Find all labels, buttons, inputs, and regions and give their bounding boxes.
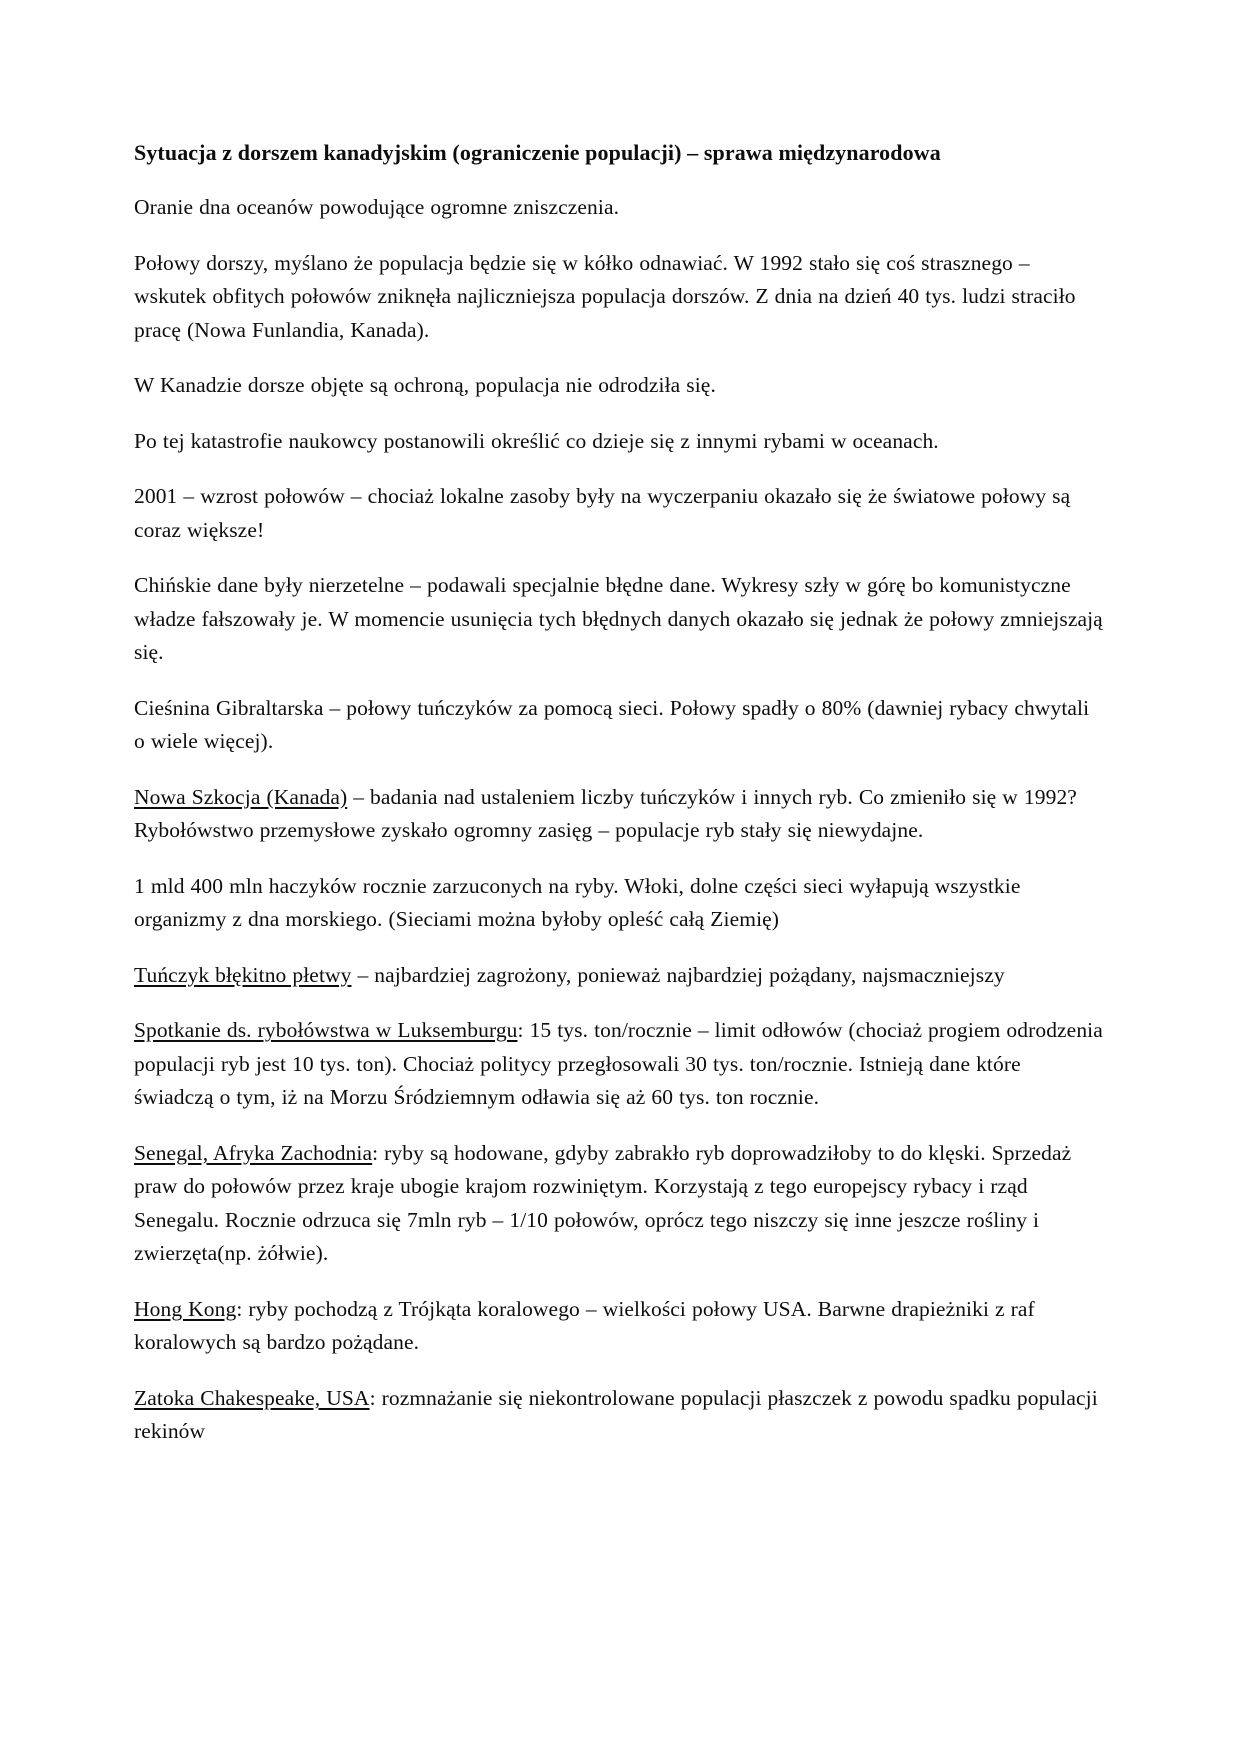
paragraph-lead: Senegal, Afryka Zachodnia	[134, 1140, 373, 1165]
paragraph	[134, 369, 1106, 403]
paragraph-text: – najbardziej zagrożony, ponieważ najbardziej pożądany, najsmaczniejszy	[351, 962, 1005, 987]
paragraph-text: Oranie dna oceanów powodujące ogromne zniszczenia.	[134, 195, 620, 219]
paragraph-lead: Tuńczyk błękitno płetwy	[134, 962, 352, 987]
document-body	[134, 191, 1106, 1449]
paragraph	[134, 692, 1106, 759]
paragraph	[134, 191, 1106, 225]
paragraph-lead: Hong Kong	[134, 1296, 237, 1321]
paragraph	[134, 480, 1106, 547]
paragraph-text: : rozmnażanie się niekontrolowane populacji płaszczek z powodu spadku populacji rekinów	[134, 1385, 1098, 1443]
paragraph	[134, 1014, 1106, 1115]
paragraph	[134, 569, 1106, 670]
paragraph	[134, 425, 1106, 459]
paragraph-text: Chińskie dane były nierzetelne – podawali specjalnie błędne dane. Wykresy szły w górę bo komunistyczne władze fałszowały je. W momencie usunięcia tych błędnych danych okazało się jednak że połowy zmniejszają się.	[134, 573, 1103, 664]
paragraph-text: 2001 – wzrost połowów – chociaż lokalne zasoby były na wyczerpaniu okazało się że światowe połowy są coraz większe!	[134, 484, 1071, 542]
paragraph	[134, 781, 1106, 848]
paragraph	[134, 870, 1106, 937]
paragraph-text: 1 mld 400 mln haczyków rocznie zarzuconych na ryby. Włoki, dolne części sieci wyłapują wszystkie organizmy z dna morskiego. (Sieciami można byłoby opleść całą Ziemię)	[134, 873, 1021, 931]
paragraph-lead: Zatoka Chakespeake, USA	[134, 1385, 370, 1410]
paragraph-text: – badania nad ustaleniem liczby tuńczyków i innych ryb. Co zmieniło się w 1992? Rybołówstwo przemysłowe zyskało ogromny zasięg – populacje ryb stały się niewydajne.	[134, 784, 1077, 842]
paragraph-text: W Kanadzie dorsze objęte są ochroną, populacja nie odrodziła się.	[134, 373, 716, 397]
paragraph-text: Po tej katastrofie naukowcy postanowili określić co dzieje się z innymi rybami w oceanach.	[134, 428, 939, 453]
document-title: Sytuacja z dorszem kanadyjskim (ograniczenie populacji) – sprawa międzynarodowa	[134, 140, 941, 165]
paragraph-lead: Nowa Szkocja (Kanada)	[134, 784, 348, 809]
paragraph-text: : ryby są hodowane, gdyby zabrakło ryb doprowadziłoby to do klęski. Sprzedaż praw do połowów przez kraje ubogie krajom rozwiniętym. Korzystają z tego europejscy rybacy i rząd Senegalu. Rocznie odrzuca się 7mln ryb – 1/10 połowów, oprócz tego niszczy się inne jeszcze rośliny i zwierzęta(np. żółwie).	[134, 1140, 1072, 1265]
paragraph-text: : ryby pochodzą z Trójkąta koralowego – wielkości połowy USA. Barwne drapieżniki z raf koralowych są bardzo pożądane.	[134, 1296, 1035, 1354]
paragraph-lead: Spotkanie ds. rybołówstwa w Luksemburgu	[134, 1018, 518, 1042]
paragraph-text: Połowy dorszy, myślano że populacja będzie się w kółko odnawiać. W 1992 stało się coś strasznego – wskutek obfitych połowów zniknęła najliczniejsza populacja dorszów. Z dnia na dzień 40 tys. ludzi straciło pracę (Nowa Funlandia, Kanada).	[134, 250, 1076, 342]
paragraph	[134, 1382, 1106, 1449]
paragraph	[134, 959, 1106, 993]
paragraph	[134, 1293, 1106, 1360]
paragraph-text: : 15 tys. ton/rocznie – limit odłowów (chociaż progiem odrodzenia populacji ryb jest 10 tys. ton). Chociaż politycy przegłosowali 30 tys. ton/rocznie. Istnieją dane które świadczą o tym, iż na Morzu Śródziemnym odławia się aż 60 tys. ton rocznie.	[134, 1018, 1103, 1109]
paragraph-text: Cieśnina Gibraltarska – połowy tuńczyków za pomocą sieci. Połowy spadły o 80% (dawniej rybacy chwytali o wiele więcej).	[134, 695, 1090, 753]
paragraph	[134, 247, 1106, 348]
paragraph	[134, 1137, 1106, 1271]
